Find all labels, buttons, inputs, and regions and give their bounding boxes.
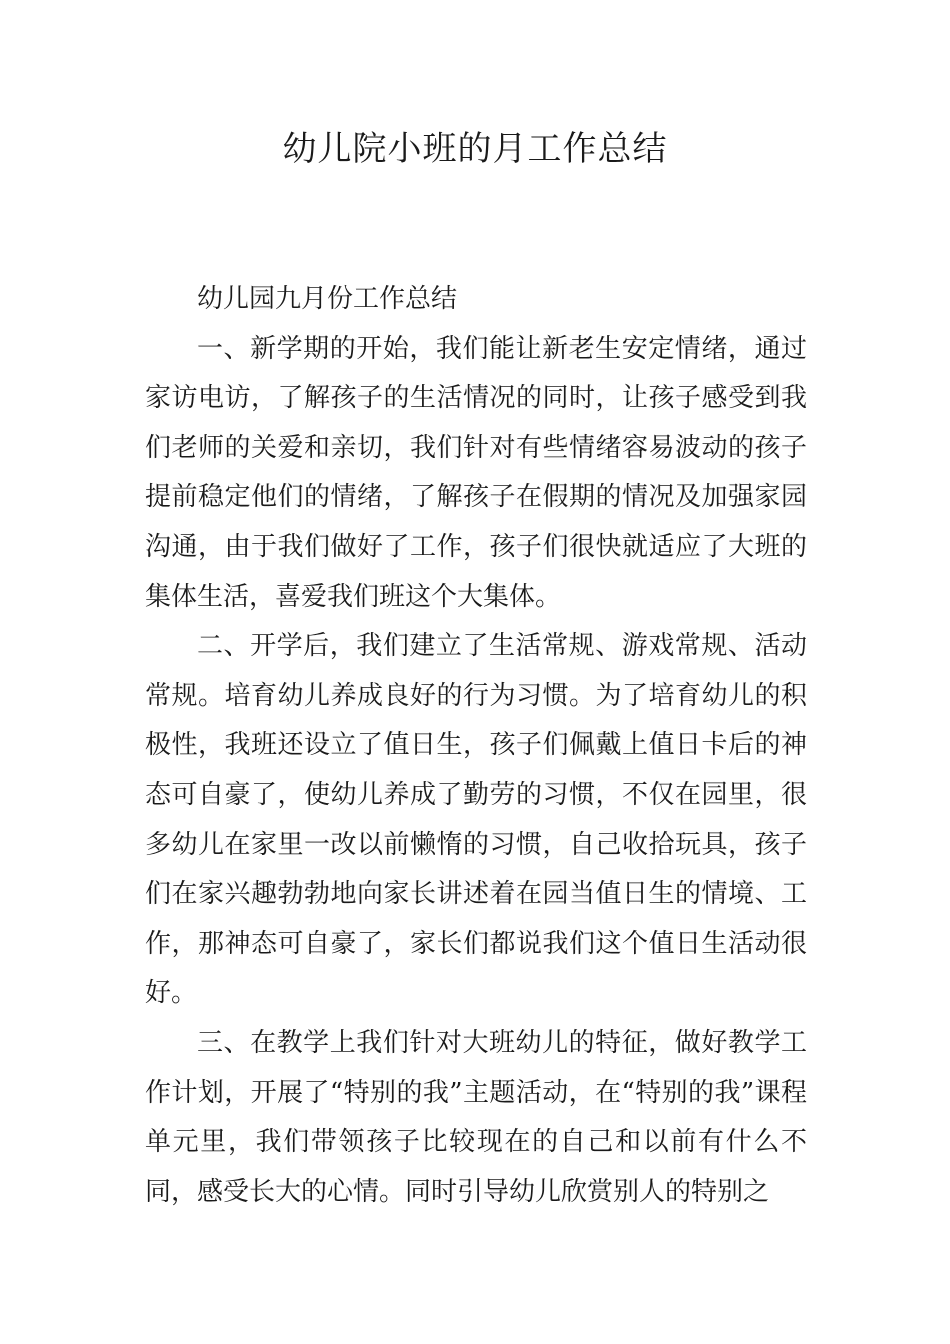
- document-title: 幼儿院小班的月工作总结: [282, 129, 668, 169]
- paragraph-3: 三、在教学上我们针对大班幼儿的特征，做好教学工作计划，开展了“特别的我”主题活动，在“特别的我”课程单元里，我们带领孩子比较现在的自己和以前有什么不同，感受长大的心情。同时引导幼儿欣赏别人的特别之: [145, 1027, 807, 1207]
- paragraph-1: 一、新学期的开始，我们能让新老生安定情绪，通过家访电访，了解孩子的生活情况的同时，让孩子感受到我们老师的关爱和亲切，我们针对有些情绪容易波动的孩子提前稳定他们的情绪，了解孩子在假期的情况及加强家园沟通，由于我们做好了工作，孩子们很快就适应了大班的集体生活，喜爱我们班这个大集体。: [145, 333, 807, 612]
- document-subtitle: 幼儿园九月份工作总结: [197, 284, 458, 314]
- document-body: [145, 275, 807, 1217]
- paragraph-2: 二、开学后，我们建立了生活常规、游戏常规、活动常规。培育幼儿养成良好的行为习惯。为了培育幼儿的积极性，我班还设立了值日生，孩子们佩戴上值日卡后的神态可自豪了，使幼儿养成了勤劳的习惯，不仅在园里，很多幼儿在家里一改以前懒惰的习惯，自己收拾玩具，孩子们在家兴趣勃勃地向家长讲述着在园当值日生的情境、工作，那神态可自豪了，家长们都说我们这个值日生活动很好。: [145, 631, 807, 1009]
